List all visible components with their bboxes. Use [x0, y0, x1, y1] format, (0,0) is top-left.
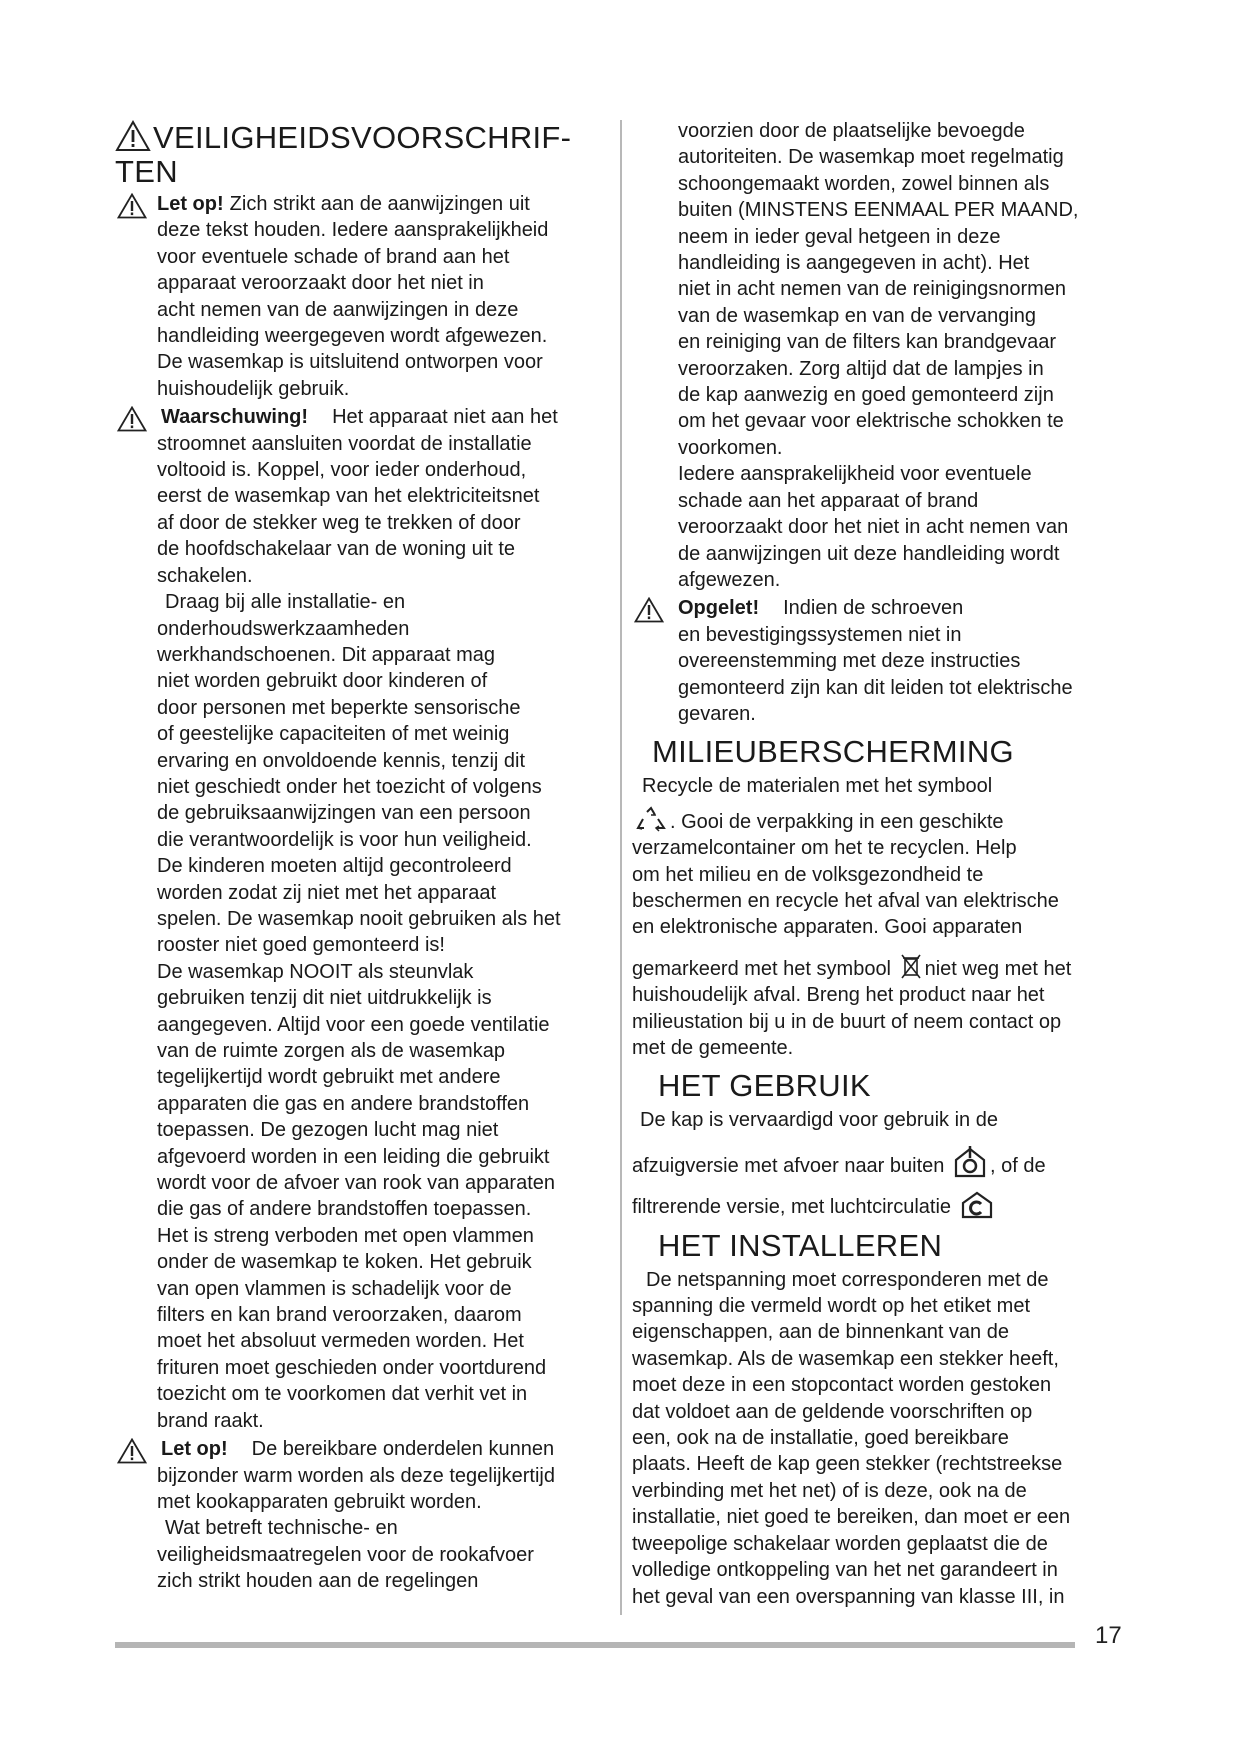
text-line: Het is streng verboden met open vlammen	[157, 1224, 534, 1247]
text-line: overeenstemming met deze instructies	[678, 650, 1021, 673]
safety-title-text: VEILIGHEIDSVOORSCHRIF-	[153, 120, 572, 155]
text-line: worden zodat zij niet met het apparaat	[157, 881, 497, 904]
text-line: om het gevaar voor elektrische schokken te	[678, 410, 1064, 433]
text-line: de hoofdschakelaar van de woning uit te	[157, 538, 516, 561]
text-line: De netspanning moet corresponderen met de	[646, 1268, 1049, 1291]
text-line: voor eventuele schade of brand aan het	[157, 245, 510, 268]
text-line: moet het absoluut vermeden worden. Het	[157, 1330, 524, 1353]
text-line: handleiding weergegeven wordt afgewezen.	[157, 325, 548, 348]
section-title-gebruik: HET GEBRUIK	[658, 1068, 871, 1104]
warning-text: Het apparaat niet aan het	[332, 406, 558, 429]
text-line: aangegeven. Altijd voor een goede ventilatie	[157, 1013, 550, 1036]
recycle-icon	[634, 806, 668, 834]
warning-icon	[117, 406, 147, 432]
warning-4-body	[632, 622, 1132, 728]
text-line: en reiniging van de filters kan brandgevaar	[678, 331, 1057, 354]
text-line: schade aan het apparaat of brand	[678, 489, 979, 512]
text-line: werkhandschoenen. Dit apparaat mag	[157, 643, 495, 666]
text-line: handleiding is aangegeven in acht). Het	[678, 252, 1030, 275]
warning-icon	[634, 597, 664, 623]
text-line: De wasemkap NOOIT als steunvlak	[157, 960, 474, 983]
text-line: van open vlammen is schadelijk voor de	[157, 1277, 512, 1300]
text-line: met de gemeente.	[632, 1037, 794, 1059]
text-line: huishoudelijk gebruik.	[157, 377, 350, 400]
text-line: , of de	[989, 1154, 1046, 1177]
text-line: apparaten die gas en andere brandstoffen	[157, 1092, 530, 1115]
text-line: die gas of andere brandstoffen toepassen.	[157, 1198, 532, 1221]
text-line: en elektronische apparaten. Gooi apparaten	[632, 916, 1023, 939]
text-line: ervaring en onvoldoende kennis, tenzij dit	[157, 749, 526, 772]
text-line: toezicht om te voorkomen dat verhit vet in	[157, 1383, 528, 1406]
ducted-extraction-icon	[952, 1144, 988, 1178]
text-line: apparaat veroorzaakt door het niet in	[157, 272, 484, 295]
text-line: veroorzaken. Zorg altijd dat de lampjes in	[678, 357, 1044, 380]
warning-1-body	[115, 217, 615, 402]
text-line: tweepolige schakelaar worden geplaatst die de	[632, 1532, 1048, 1555]
text-line: stroomnet aansluiten voordat de installatie	[157, 432, 532, 455]
text-line: niet worden gebruikt door kinderen of	[157, 670, 488, 693]
text-line: af door de stekker weg te trekken of door	[157, 511, 521, 534]
text-line: neem in ieder geval hetgeen in deze	[678, 225, 1001, 248]
text-line: de kap aanwezig en goed gemonteerd zijn	[678, 384, 1054, 407]
text-line: om het milieu en de volksgezondheid te	[632, 863, 984, 886]
text-line: niet in acht nemen van de reinigingsnormen	[678, 278, 1067, 301]
text-line: tegelijkertijd wordt gebruikt met andere	[157, 1066, 501, 1089]
text-line: De wasemkap is uitsluitend ontworpen voor	[157, 351, 543, 374]
text-line: huishoudelijk afval. Breng het product naar het	[632, 984, 1045, 1007]
text-line: spanning die vermeld wordt op het etiket met	[632, 1295, 1030, 1318]
text-line: afgevoerd worden in een leiding die gebruikt	[157, 1145, 550, 1168]
text-line: schakelen.	[157, 564, 253, 587]
text-line: acht nemen van de aanwijzingen in deze	[157, 298, 519, 321]
continued-text	[632, 118, 1132, 593]
text-line: spelen. De wasemkap nooit gebruiken als het	[157, 907, 561, 930]
right-column	[632, 118, 1132, 1610]
section-title-milieu: MILIEUBERSCHERMING	[652, 734, 1014, 770]
text-line: De kinderen moeten altijd gecontroleerd	[157, 855, 512, 878]
text-line: installatie, niet goed te bereiken, dan moet er een	[632, 1506, 1071, 1529]
warning-label: Opgelet!	[678, 597, 760, 620]
text-line: filters en kan brand veroorzaken, daarom	[157, 1304, 522, 1327]
text-line: veroorzaakt door het niet in acht nemen van	[678, 516, 1069, 539]
text-line: milieustation bij u in de buurt of neem contact op	[632, 1010, 1062, 1033]
text-line: Draag bij alle installatie- en	[165, 591, 406, 614]
text-line: Iedere aansprakelijkheid voor eventuele	[678, 463, 1032, 486]
text-line: gebruiken tenzij dit niet uitdrukkelijk is	[157, 987, 492, 1010]
warning-icon	[115, 120, 151, 152]
safety-title-cont: TEN	[115, 154, 178, 189]
text-line: wordt voor de afvoer van rook van apparaten	[157, 1172, 556, 1195]
footer-rule	[115, 1642, 1075, 1648]
text-line: gemonteerd zijn kan dit leiden tot elektrische	[678, 676, 1073, 699]
text-line: of geestelijke capaciteiten of met weinig	[157, 723, 510, 746]
text-line: filtrerende versie, met luchtcirculatie	[632, 1196, 952, 1219]
text-line: gevaren.	[678, 702, 756, 725]
text-line: onderhoudswerkzaamheden	[157, 617, 410, 640]
text-line: niet weg met het	[924, 957, 1072, 980]
warning-opgelet	[632, 595, 1132, 621]
text-line: rooster niet goed gemonteerd is!	[157, 934, 445, 957]
text-line: zich strikt houden aan de regelingen	[157, 1570, 479, 1593]
text-line: toepassen. De gezogen lucht mag niet	[157, 1119, 499, 1142]
text-line: plaats. Heeft de kap geen stekker (rechtstreekse	[632, 1453, 1063, 1476]
text-line: dat voldoet aan de geldende voorschriften op	[632, 1400, 1033, 1423]
text-line: schoongemaakt worden, zowel binnen als	[678, 172, 1050, 195]
warning-label: Waarschuwing!	[161, 406, 309, 429]
text-line: de aanwijzingen uit deze handleiding wordt	[678, 542, 1060, 565]
section-title-installeren: HET INSTALLEREN	[658, 1227, 943, 1263]
text-line: gemarkeerd met het symbool	[632, 957, 892, 980]
warning-let-op-1	[115, 191, 615, 217]
text-line: moet deze in een stopcontact worden gestoken	[632, 1374, 1052, 1397]
text-line: van de wasemkap en van de vervanging	[678, 304, 1037, 327]
text-line: voorzien door de plaatselijke bevoegde	[678, 120, 1025, 142]
text-line: door personen met beperkte sensorische	[157, 696, 521, 719]
warning-let-op-2	[115, 1436, 615, 1462]
warning-icon	[117, 1438, 147, 1464]
text-line: deze tekst houden. Iedere aansprakelijkheid	[157, 219, 549, 242]
warning-icon	[117, 193, 147, 219]
text-line: eerst de wasemkap van het elektriciteitsnet	[157, 485, 540, 508]
text-line: buiten (MINSTENS EENMAAL PER MAAND,	[678, 199, 1079, 222]
text-line: beschermen en recycle het afval van elektrische	[632, 889, 1059, 912]
warning-text: De bereikbare onderdelen kunnen	[251, 1438, 555, 1461]
text-line: niet geschiedt onder het toezicht of volgens	[157, 775, 542, 798]
text-line: brand raakt.	[157, 1409, 264, 1432]
warning-text: Zich strikt aan de aanwijzingen uit	[229, 193, 530, 215]
recirculation-icon	[959, 1189, 995, 1219]
warning-3-body	[115, 1463, 615, 1595]
text-line: wasemkap. Als de wasemkap een stekker heeft,	[632, 1347, 1059, 1370]
warning-waarschuwing	[115, 404, 615, 430]
text-line: veiligheidsmaatregelen voor de rookafvoer	[157, 1543, 534, 1566]
text-line: met kookapparaten gebruikt worden.	[157, 1490, 482, 1513]
text-line: een, ook na de installatie, goed bereikbare	[632, 1427, 1009, 1450]
warning-2-body	[115, 431, 615, 1434]
crossed-bin-icon	[899, 951, 923, 981]
text-line: bijzonder warm worden als deze tegelijkertijd	[157, 1464, 555, 1487]
text-line: frituren moet geschieden onder voortdurend	[157, 1356, 547, 1379]
text-line: autoriteiten. De wasemkap moet regelmatig	[678, 146, 1064, 169]
text-line: de gebruiksaanwijzingen van een persoon	[157, 802, 531, 825]
text-line: volledige ontkoppeling van het net garandeert in	[632, 1559, 1058, 1582]
text-line: Recycle de materialen met het symbool	[642, 775, 993, 798]
text-line: verzamelcontainer om het te recyclen. Help	[632, 837, 1017, 860]
text-line: het geval van een overspanning van klasse III, in	[632, 1585, 1065, 1608]
text-line: verbinding met het net) of is deze, ook na de	[632, 1479, 1027, 1502]
text-line: Wat betreft technische- en	[165, 1517, 398, 1540]
text-line: die verantwoordelijk is voor hun veiligheid.	[157, 828, 532, 851]
text-line: eigenschappen, aan de binnenkant van de	[632, 1321, 1009, 1344]
text-line: De kap is vervaardigd voor gebruik in de	[640, 1109, 998, 1132]
text-line: . Gooi de verpakking in een geschikte	[670, 810, 1004, 833]
text-line: van de ruimte zorgen als de wasemkap	[157, 1040, 505, 1062]
text-line: voorkomen.	[678, 436, 783, 459]
text-line: onder de wasemkap te koken. Het gebruik	[157, 1251, 532, 1274]
text-line: en bevestigingssystemen niet in	[678, 623, 962, 646]
column-divider	[620, 120, 622, 1615]
safety-title	[115, 120, 615, 189]
text-line: voltooid is. Koppel, voor ieder onderhoud,	[157, 459, 527, 482]
warning-label: Let op!	[161, 1438, 228, 1461]
left-column	[115, 120, 615, 1595]
text-line: afgewezen.	[678, 568, 781, 591]
page-number: 17	[1095, 1622, 1122, 1649]
warning-label: Let op!	[157, 193, 224, 215]
warning-text: Indien de schroeven	[783, 597, 964, 620]
text-line: afzuigversie met afvoer naar buiten	[632, 1154, 945, 1177]
